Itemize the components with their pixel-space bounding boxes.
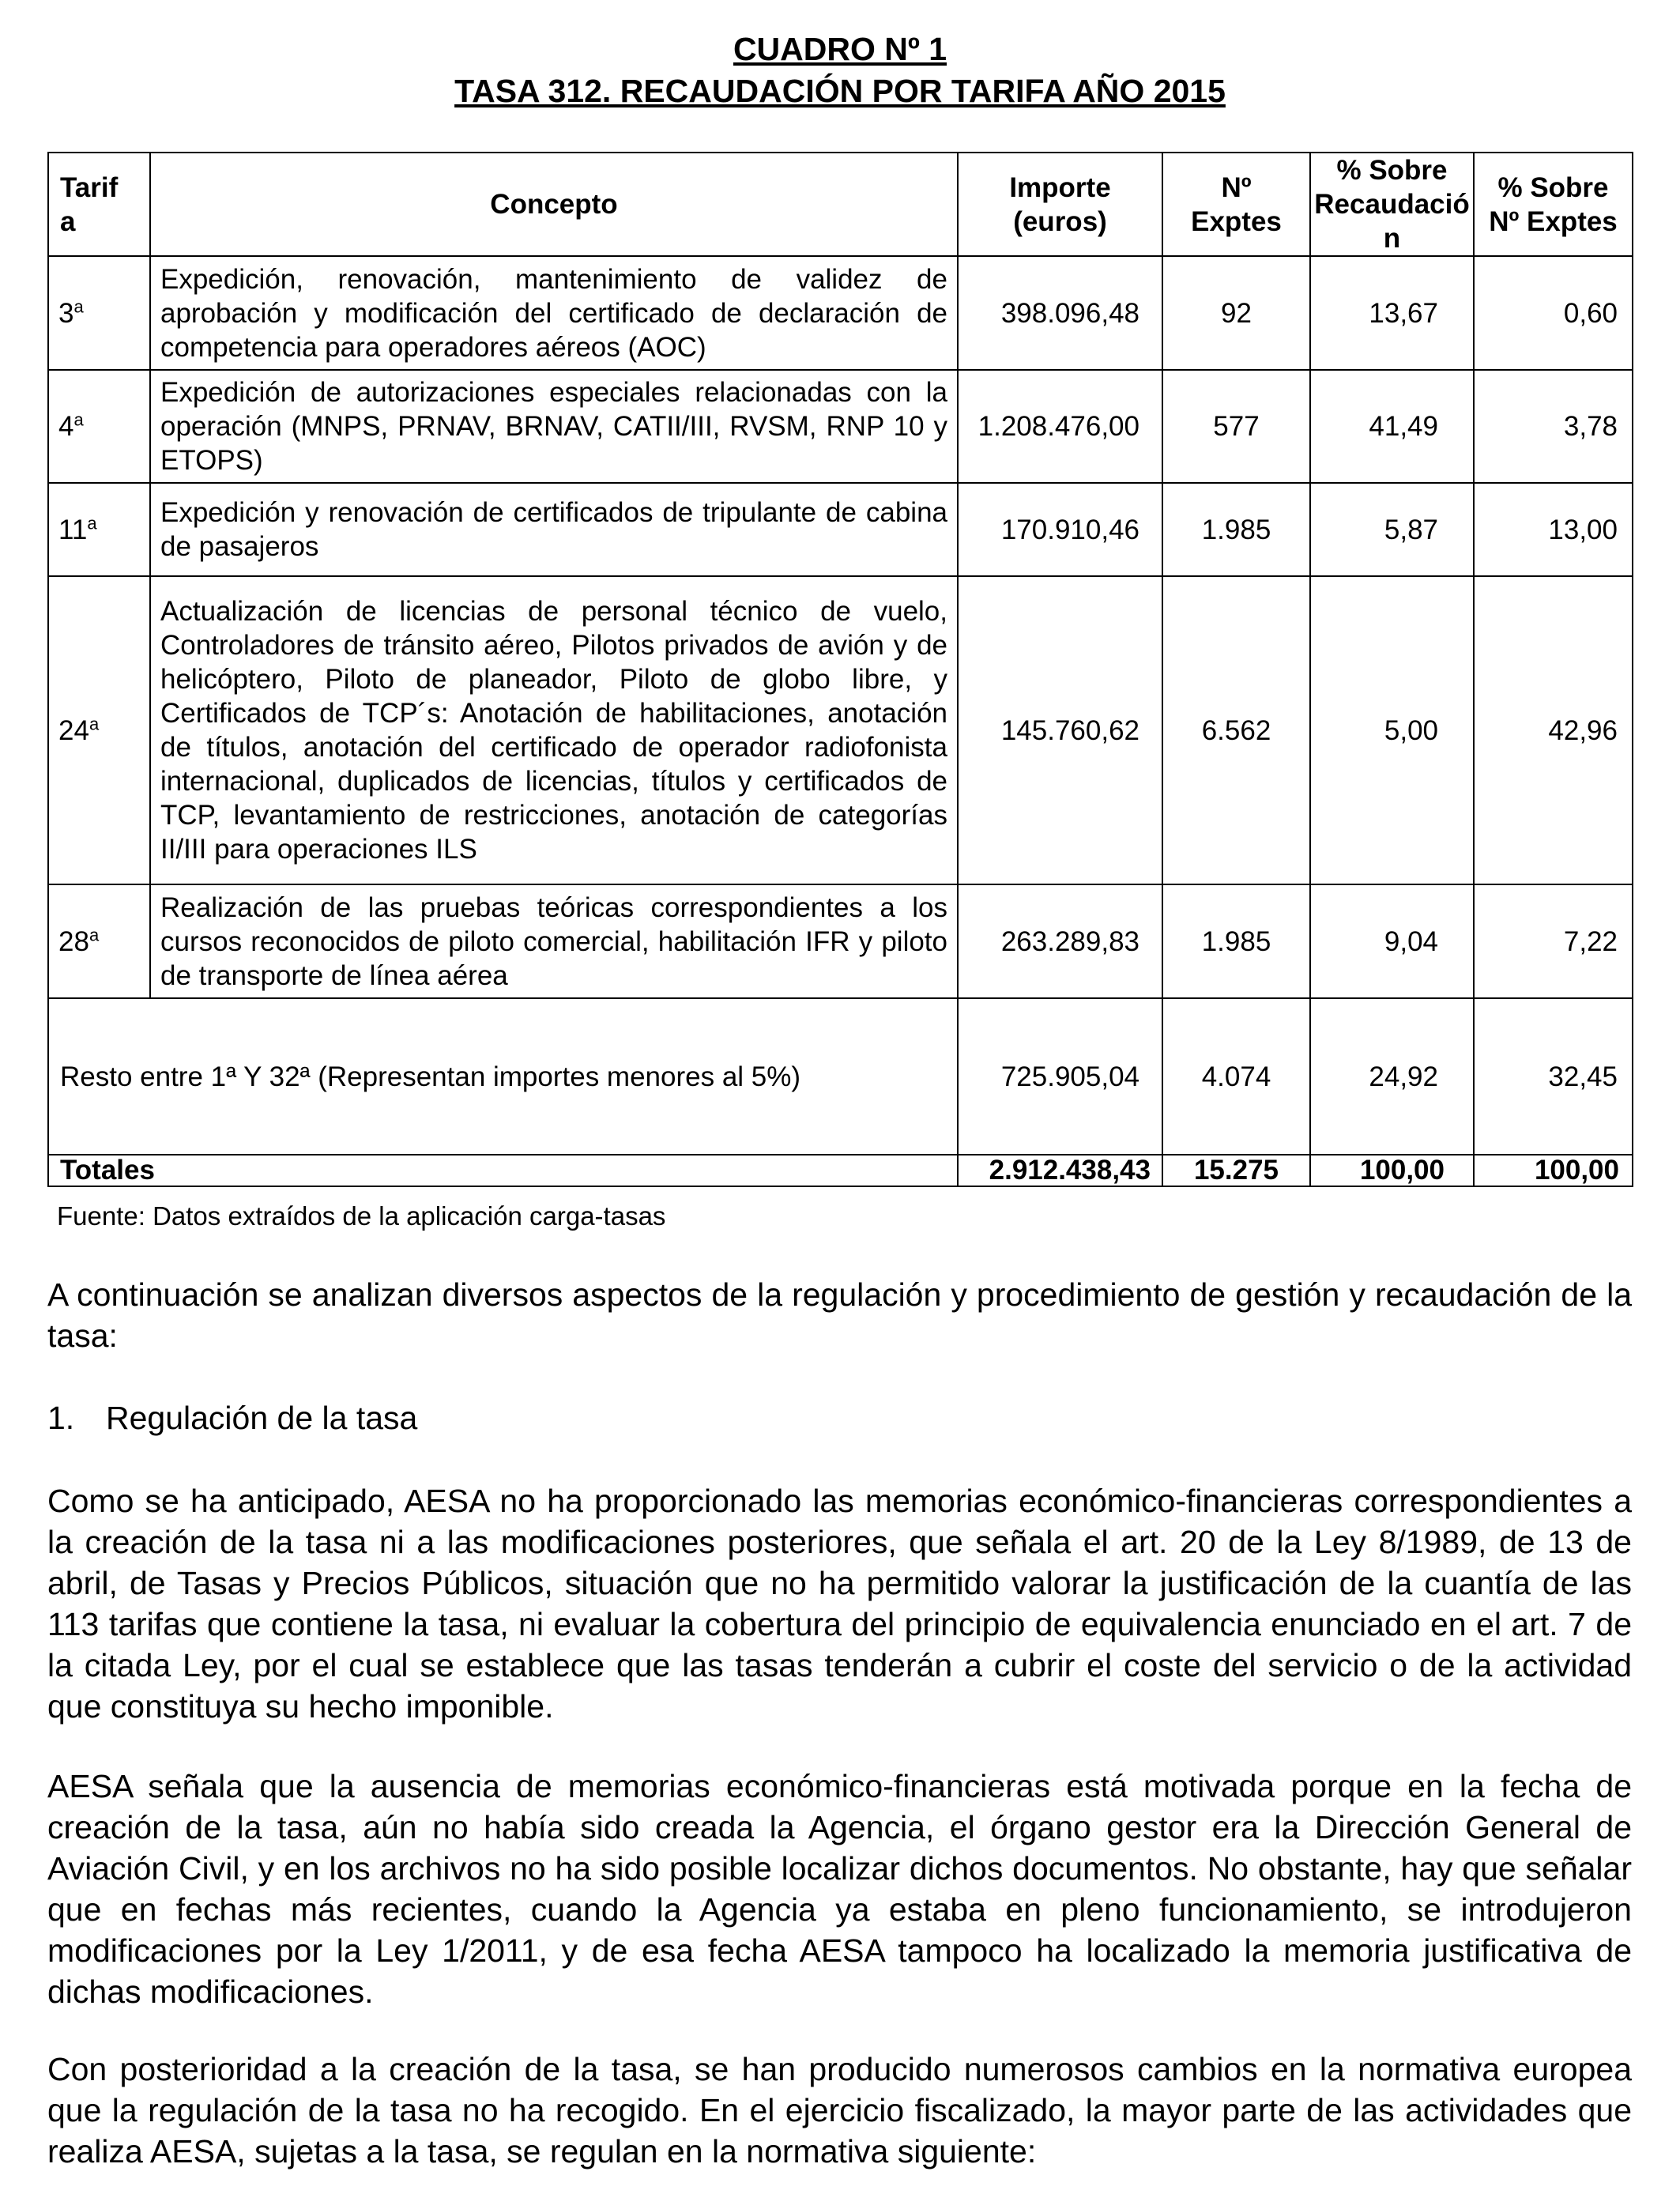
pct-recaudacion-cell: 9,04 — [1310, 884, 1474, 998]
table-row — [48, 576, 1633, 884]
pct-recaudacion-cell: 24,92 — [1310, 998, 1474, 1155]
importe-cell: 1.208.476,00 — [958, 370, 1162, 483]
revenue-by-tariff-table — [47, 152, 1633, 1187]
importe-cell: 145.760,62 — [958, 576, 1162, 884]
expedientes-cell: 15.275 — [1162, 1155, 1310, 1186]
body-paragraph: AESA señala que la ausencia de memorias económico-financieras está motivada porque en la fecha de creación de la tasa, aún no había sido creada la Agencia, el órgano gestor era la Dirección General de Aviación Civil, y en los archivos no ha sido posible localizar dichos documentos. No obstante, hay que señalar que en fechas más recientes, cuando la Agencia ya estaba en pleno funcionamiento, se introdujeron modificaciones por la Ley 1/2011, y de esa fecha AESA tampoco ha localizado la memoria justificativa de dichas modificaciones. — [47, 1768, 1632, 2010]
concepto-cell: Actualización de licencias de personal técnico de vuelo, Controladores de tránsito aéreo, Pilotos privados de avión y de helicóptero, Piloto de planeador, Piloto de globo libre, y Certificados de TCP´s: Anotación de habilitaciones, anotación de títulos, anotación del certificado de operador radiofonista internacional, duplicados de licencias, títulos y certificados de TCP, levantamiento de restricciones, anotación de categorías II/III para operaciones ILS — [150, 576, 958, 884]
importe-cell: 398.096,48 — [958, 256, 1162, 370]
section-number: 1. — [47, 1400, 75, 1436]
header-concepto: Concepto — [150, 153, 958, 256]
concepto-cell: Expedición y renovación de certificados de tripulante de cabina de pasajeros — [150, 483, 958, 576]
header-importe: Importe (euros) — [958, 153, 1162, 256]
pct-recaudacion-cell: 5,00 — [1310, 576, 1474, 884]
pct-expedientes-cell: 100,00 — [1474, 1155, 1633, 1186]
expedientes-cell: 1.985 — [1162, 884, 1310, 998]
tarifa-cell: 3$^a$ — [48, 256, 150, 370]
tarifa-cell: 4$^a$ — [48, 370, 150, 483]
expedientes-cell: 92 — [1162, 256, 1310, 370]
pct-recaudacion-cell: 5,87 — [1310, 483, 1474, 576]
totals-label: Totales — [48, 1155, 958, 1186]
expedientes-cell: 6.562 — [1162, 576, 1310, 884]
pct-recaudacion-cell: 100,00 — [1310, 1155, 1474, 1186]
table-row — [48, 884, 1633, 998]
expedientes-cell: 4.074 — [1162, 998, 1310, 1155]
tarifa-cell: 11$^a$ — [48, 483, 150, 576]
tarifa-cell: 28$^a$ — [48, 884, 150, 998]
totals-row — [48, 1155, 1633, 1186]
body-paragraph: Con posterioridad a la creación de la tasa, se han producido numerosos cambios en la normativa europea que la regulación de la tasa no ha recogido. En el ejercicio fiscalizado, la mayor parte de las actividades que realiza AESA, sujetas a la tasa, se regulan en la normativa siguiente: — [47, 2051, 1632, 2169]
expedientes-cell: 1.985 — [1162, 483, 1310, 576]
table-caption-title: TASA 312. RECAUDACIÓN POR TARIFA AÑO 2015 — [454, 73, 1226, 109]
concepto-cell: Expedición de autorizaciones especiales relacionadas con la operación (MNPS, PRNAV, BRNAV, CATII/III, RVSM, RNP 10 y ETOPS) — [150, 370, 958, 483]
table-row — [48, 256, 1633, 370]
table-caption-number: CUADRO Nº 1 — [733, 31, 947, 67]
importe-cell: 263.289,83 — [958, 884, 1162, 998]
concepto-cell: Expedición, renovación, mantenimiento de validez de aprobación y modificación del certificado de declaración de competencia para operadores aéreos (AOC) — [150, 256, 958, 370]
tarifa-cell: 24$^a$ — [48, 576, 150, 884]
pct-expedientes-cell: 0,60 — [1474, 256, 1633, 370]
header-expedientes: Nº Exptes — [1162, 153, 1310, 256]
body-paragraph: Como se ha anticipado, AESA no ha proporcionado las memorias económico-financieras correspondientes a la creación de la tasa ni a las modificaciones posteriores, que señala el art. 20 de la Ley 8/1989, de 13 de abril, de Tasas y Precios Públicos, situación que no ha permitido valorar la justificación de la cuantía de las 113 tarifas que contiene la tasa, ni evaluar la cobertura del principio de equivalencia enunciado en el art. 7 de la citada Ley, por el cual se establece que las tasas tenderán a cubrir el coste del servicio o de la actividad que constituya su hecho imponible. — [47, 1483, 1632, 1725]
table-header-row — [48, 153, 1633, 256]
importe-cell: 2.912.438,43 — [958, 1155, 1162, 1186]
pct-expedientes-cell: 32,45 — [1474, 998, 1633, 1155]
table-row — [48, 370, 1633, 483]
table-source-note: Fuente: Datos extraídos de la aplicación carga-tasas — [57, 1201, 666, 1231]
header-tarifa: Tarif a — [48, 153, 150, 256]
importe-cell: 170.910,46 — [958, 483, 1162, 576]
importe-cell: 725.905,04 — [958, 998, 1162, 1155]
expedientes-cell: 577 — [1162, 370, 1310, 483]
resto-label: Resto entre 1ª Y 32ª (Representan importes menores al 5%) — [48, 998, 958, 1155]
concepto-cell: Realización de las pruebas teóricas correspondientes a los cursos reconocidos de piloto comercial, habilitación IFR y piloto de transporte de línea aérea — [150, 884, 958, 998]
resto-row — [48, 998, 1633, 1155]
pct-expedientes-cell: 42,96 — [1474, 576, 1633, 884]
section-title: Regulación de la tasa — [106, 1400, 418, 1436]
intro-paragraph: A continuación se analizan diversos aspectos de la regulación y procedimiento de gestión y recaudación de la tasa: — [47, 1276, 1632, 1354]
pct-recaudacion-cell: 13,67 — [1310, 256, 1474, 370]
pct-expedientes-cell: 7,22 — [1474, 884, 1633, 998]
pct-expedientes-cell: 3,78 — [1474, 370, 1633, 483]
section-heading — [47, 1397, 1632, 1438]
header-pct-expedientes: % Sobre Nº Exptes — [1474, 153, 1633, 256]
pct-recaudacion-cell: 41,49 — [1310, 370, 1474, 483]
table-row — [48, 483, 1633, 576]
header-pct-recaudacion: % Sobre Recaudació n — [1310, 153, 1474, 256]
pct-expedientes-cell: 13,00 — [1474, 483, 1633, 576]
